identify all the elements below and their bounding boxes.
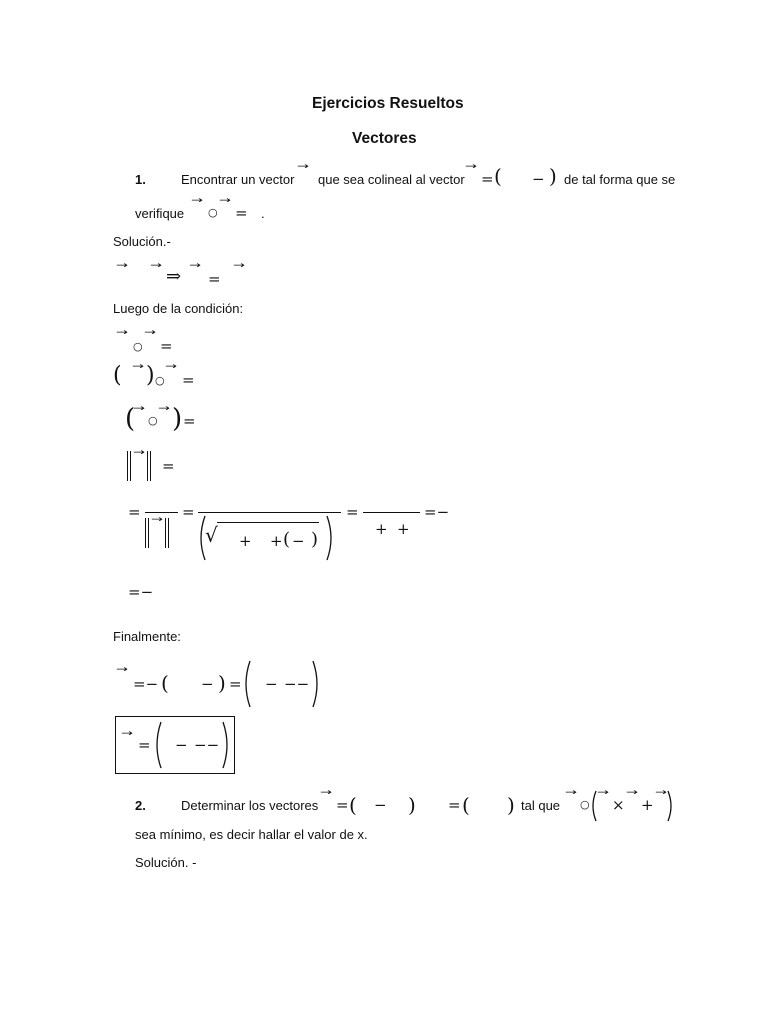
norm-bar bbox=[147, 451, 148, 481]
exercise-2-number: 2. bbox=[135, 798, 146, 813]
right-paren: ) bbox=[507, 793, 515, 817]
vector-arrow: → bbox=[116, 261, 129, 271]
condition-label: Luego de la condición: bbox=[113, 301, 244, 316]
vector-arrow: → bbox=[219, 196, 232, 206]
exercise-2-text-c: sea mínimo, es decir hallar el valor de x. bbox=[135, 827, 368, 842]
equals-sign: = bbox=[448, 796, 461, 814]
fraction-bar bbox=[363, 512, 420, 513]
minus-minus: −− bbox=[194, 736, 220, 754]
vector-arrow: → bbox=[165, 362, 178, 372]
vector-arrow: → bbox=[655, 788, 668, 798]
vector-arrow: → bbox=[189, 261, 202, 271]
left-paren: ( bbox=[494, 164, 502, 188]
left-paren: ( bbox=[113, 363, 122, 388]
equals-minus: =− bbox=[128, 583, 154, 601]
right-big-paren bbox=[312, 660, 322, 708]
right-paren: ) bbox=[311, 529, 319, 550]
exercise-1-number: 1. bbox=[135, 172, 146, 187]
right-big-paren bbox=[222, 721, 232, 769]
plus-sign: + bbox=[375, 520, 388, 538]
right-paren: ) bbox=[218, 671, 226, 695]
left-big-paren bbox=[241, 660, 251, 708]
vector-arrow: → bbox=[133, 404, 146, 414]
vector-arrow: → bbox=[233, 261, 246, 271]
left-paren: ( bbox=[283, 529, 291, 550]
minus-sign: − bbox=[175, 736, 188, 754]
page-title: Ejercicios Resueltos bbox=[312, 95, 464, 112]
equals-sign: = bbox=[182, 371, 195, 389]
equals-sign: = bbox=[481, 170, 494, 188]
right-big-paren bbox=[667, 790, 675, 822]
norm-bar bbox=[165, 518, 166, 548]
equals-sign: = bbox=[182, 503, 195, 521]
equals-sign: = bbox=[183, 412, 196, 430]
plus-sign: + bbox=[641, 796, 654, 814]
minus-minus: −− bbox=[284, 675, 310, 693]
minus-sign: − bbox=[265, 675, 278, 693]
plus-sign: + bbox=[239, 532, 252, 550]
left-big-paren bbox=[589, 790, 597, 822]
left-paren: ( bbox=[161, 671, 169, 695]
plus-sign: + bbox=[397, 520, 410, 538]
vector-arrow: → bbox=[465, 162, 478, 172]
page-subtitle: Vectores bbox=[352, 130, 417, 147]
exercise-1-text-c: de tal forma que se bbox=[564, 172, 676, 187]
vector-arrow: → bbox=[133, 448, 146, 458]
equals-minus: =− bbox=[424, 503, 450, 521]
vector-arrow: → bbox=[144, 328, 157, 338]
solution-label: Solución.- bbox=[113, 234, 171, 249]
left-paren: ( bbox=[462, 793, 470, 817]
solution-label-2: Solución. - bbox=[135, 855, 197, 870]
right-paren: ) bbox=[172, 404, 183, 434]
finally-label: Finalmente: bbox=[113, 629, 181, 644]
vector-arrow: → bbox=[116, 328, 129, 338]
exercise-1-text-b: que sea colineal al vector bbox=[318, 172, 465, 187]
dot-product-symbol: ○ bbox=[133, 340, 143, 353]
norm-bar bbox=[130, 451, 131, 481]
equals-sign: = bbox=[336, 796, 349, 814]
equals-sign: = bbox=[229, 675, 242, 693]
norm-bar bbox=[150, 451, 151, 481]
minus-sign: − bbox=[374, 796, 387, 814]
vector-arrow: → bbox=[320, 788, 333, 798]
vector-arrow: → bbox=[297, 162, 310, 172]
vector-arrow: → bbox=[132, 362, 145, 372]
vector-arrow: → bbox=[158, 404, 171, 414]
norm-bar bbox=[127, 451, 128, 481]
equals-sign: = bbox=[235, 204, 248, 222]
norm-bar bbox=[145, 518, 146, 548]
norm-bar bbox=[148, 518, 149, 548]
sqrt-bar bbox=[217, 522, 319, 523]
exercise-2-text-a: Determinar los vectores bbox=[181, 798, 319, 813]
norm-bar bbox=[168, 518, 169, 548]
dot-product-symbol: ○ bbox=[148, 414, 158, 427]
equals-sign: = bbox=[128, 503, 141, 521]
vector-arrow: → bbox=[565, 788, 578, 798]
vector-arrow: → bbox=[597, 788, 610, 798]
plus-sign: + bbox=[270, 532, 283, 550]
fraction-bar bbox=[198, 512, 341, 513]
exercise-1-text-d: verifique bbox=[135, 206, 185, 221]
implies-symbol: ⇒ bbox=[166, 266, 182, 287]
dot-product-symbol: ○ bbox=[208, 206, 218, 219]
equals-sign: = bbox=[208, 270, 221, 288]
equals-sign: = bbox=[346, 503, 359, 521]
minus-sign: − bbox=[292, 532, 305, 550]
dot-product-symbol: ○ bbox=[580, 798, 590, 811]
vector-arrow: → bbox=[191, 196, 204, 206]
sqrt-symbol: √ bbox=[205, 523, 218, 547]
dot-product-symbol: ○ bbox=[155, 374, 165, 387]
exercise-2-text-b: tal que bbox=[521, 798, 561, 813]
equals-minus: =− bbox=[133, 675, 159, 693]
minus-sign: − bbox=[532, 170, 545, 188]
right-paren: ) bbox=[408, 793, 416, 817]
right-paren: ) bbox=[146, 363, 155, 388]
minus-sign: − bbox=[201, 675, 214, 693]
cross-product-symbol: × bbox=[612, 796, 625, 814]
left-paren: ( bbox=[125, 404, 136, 434]
vector-arrow: → bbox=[626, 788, 639, 798]
equals-sign: = bbox=[138, 736, 151, 754]
left-big-paren bbox=[152, 721, 162, 769]
equals-sign: = bbox=[162, 457, 175, 475]
vector-arrow: → bbox=[121, 729, 134, 739]
vector-arrow: → bbox=[151, 515, 164, 525]
right-big-paren bbox=[326, 515, 336, 561]
period: . bbox=[261, 206, 265, 221]
fraction-bar bbox=[145, 512, 178, 513]
right-paren: ) bbox=[549, 164, 557, 188]
exercise-1-text-a: Encontrar un vector bbox=[181, 172, 295, 187]
equals-sign: = bbox=[160, 337, 173, 355]
vector-arrow: → bbox=[150, 261, 163, 271]
left-paren: ( bbox=[349, 793, 357, 817]
vector-arrow: → bbox=[116, 665, 129, 675]
